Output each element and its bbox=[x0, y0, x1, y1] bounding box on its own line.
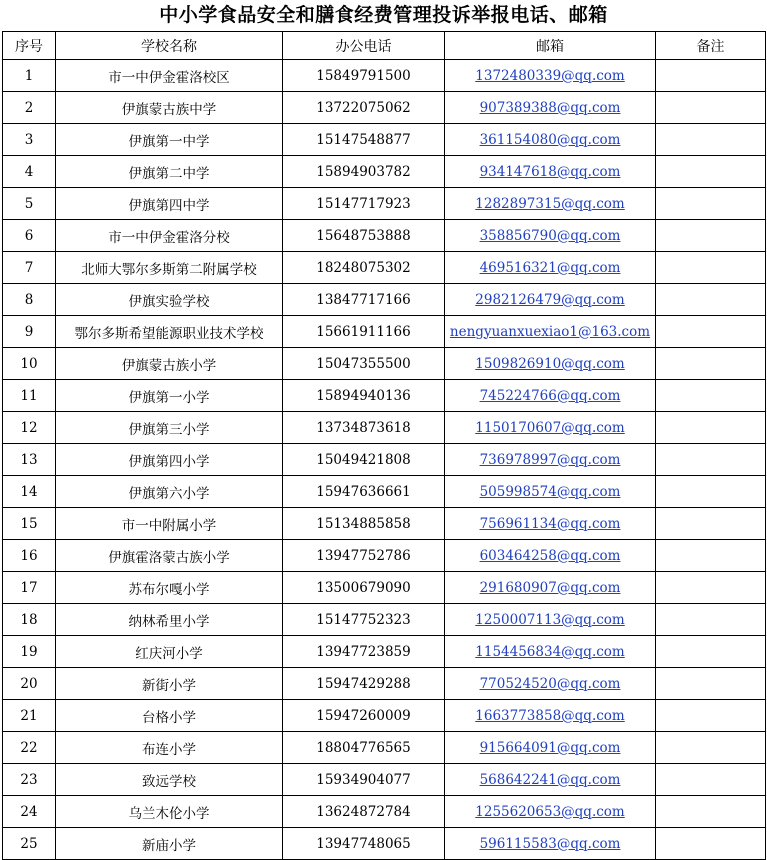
office-phone: 15661911166 bbox=[283, 316, 445, 348]
email-cell bbox=[445, 412, 656, 444]
note-cell bbox=[656, 444, 766, 476]
email-link[interactable]: 603464258@qq.com bbox=[479, 547, 621, 564]
email-link[interactable]: 1255620653@qq.com bbox=[475, 803, 625, 820]
office-phone: 15947429288 bbox=[283, 668, 445, 700]
header-no: 序号 bbox=[3, 32, 56, 60]
school-name: 苏布尔嘎小学 bbox=[56, 572, 283, 604]
page-title: 中小学食品安全和膳食经费管理投诉举报电话、邮箱 bbox=[159, 4, 608, 26]
email-link[interactable]: 915664091@qq.com bbox=[479, 739, 621, 756]
email-cell bbox=[445, 124, 656, 156]
row-number: 1 bbox=[3, 60, 56, 92]
table-row bbox=[3, 828, 766, 860]
table-body bbox=[3, 60, 766, 860]
school-name: 伊旗第六小学 bbox=[56, 476, 283, 508]
table-row bbox=[3, 796, 766, 828]
row-number: 15 bbox=[3, 508, 56, 540]
office-phone: 13624872784 bbox=[283, 796, 445, 828]
email-cell bbox=[445, 540, 656, 572]
table-row bbox=[3, 220, 766, 252]
row-number: 5 bbox=[3, 188, 56, 220]
email-cell bbox=[445, 156, 656, 188]
school-name: 纳林希里小学 bbox=[56, 604, 283, 636]
office-phone: 15947260009 bbox=[283, 700, 445, 732]
email-link[interactable]: 1250007113@qq.com bbox=[475, 611, 625, 628]
email-cell bbox=[445, 604, 656, 636]
table-row bbox=[3, 188, 766, 220]
email-link[interactable]: nengyuanxuexiao1@163.com bbox=[449, 323, 651, 340]
office-phone: 13734873618 bbox=[283, 412, 445, 444]
office-phone: 15849791500 bbox=[283, 60, 445, 92]
office-phone: 15147717923 bbox=[283, 188, 445, 220]
email-cell bbox=[445, 572, 656, 604]
row-number: 16 bbox=[3, 540, 56, 572]
email-cell bbox=[445, 764, 656, 796]
note-cell bbox=[656, 828, 766, 860]
school-name: 新街小学 bbox=[56, 668, 283, 700]
email-cell bbox=[445, 380, 656, 412]
school-name: 布连小学 bbox=[56, 732, 283, 764]
note-cell bbox=[656, 764, 766, 796]
header-note: 备注 bbox=[656, 32, 766, 60]
email-cell bbox=[445, 284, 656, 316]
row-number: 17 bbox=[3, 572, 56, 604]
note-cell bbox=[656, 60, 766, 92]
email-link[interactable]: 934147618@qq.com bbox=[479, 163, 621, 180]
row-number: 6 bbox=[3, 220, 56, 252]
office-phone: 15894940136 bbox=[283, 380, 445, 412]
email-link[interactable]: 505998574@qq.com bbox=[479, 483, 621, 500]
row-number: 14 bbox=[3, 476, 56, 508]
row-number: 24 bbox=[3, 796, 56, 828]
note-cell bbox=[656, 284, 766, 316]
school-name: 伊旗蒙古族中学 bbox=[56, 92, 283, 124]
school-name: 伊旗第一小学 bbox=[56, 380, 283, 412]
note-cell bbox=[656, 380, 766, 412]
table-row bbox=[3, 124, 766, 156]
note-cell bbox=[656, 668, 766, 700]
table-row bbox=[3, 668, 766, 700]
school-name: 红庆河小学 bbox=[56, 636, 283, 668]
school-name: 市一中附属小学 bbox=[56, 508, 283, 540]
email-link[interactable]: 1154456834@qq.com bbox=[475, 643, 625, 660]
email-link[interactable]: 291680907@qq.com bbox=[479, 579, 621, 596]
header-email: 邮箱 bbox=[445, 32, 656, 60]
office-phone: 15147752323 bbox=[283, 604, 445, 636]
school-name: 新庙小学 bbox=[56, 828, 283, 860]
school-name: 伊旗蒙古族小学 bbox=[56, 348, 283, 380]
email-cell bbox=[445, 92, 656, 124]
table-row bbox=[3, 572, 766, 604]
office-phone: 13947752786 bbox=[283, 540, 445, 572]
email-cell bbox=[445, 732, 656, 764]
office-phone: 15648753888 bbox=[283, 220, 445, 252]
table-row bbox=[3, 604, 766, 636]
note-cell bbox=[656, 572, 766, 604]
email-cell bbox=[445, 252, 656, 284]
table-row bbox=[3, 60, 766, 92]
office-phone: 13722075062 bbox=[283, 92, 445, 124]
row-number: 9 bbox=[3, 316, 56, 348]
school-name: 伊旗第二中学 bbox=[56, 156, 283, 188]
school-name: 伊旗霍洛蒙古族小学 bbox=[56, 540, 283, 572]
email-link[interactable]: 1150170607@qq.com bbox=[475, 419, 625, 436]
row-number: 18 bbox=[3, 604, 56, 636]
email-link[interactable]: 1509826910@qq.com bbox=[475, 355, 625, 372]
row-number: 22 bbox=[3, 732, 56, 764]
office-phone: 18804776565 bbox=[283, 732, 445, 764]
email-link[interactable]: 1372480339@qq.com bbox=[475, 67, 625, 84]
email-cell bbox=[445, 348, 656, 380]
email-link[interactable]: 770524520@qq.com bbox=[479, 675, 621, 692]
school-name: 台格小学 bbox=[56, 700, 283, 732]
school-name: 伊旗第四中学 bbox=[56, 188, 283, 220]
office-phone: 15894903782 bbox=[283, 156, 445, 188]
email-cell bbox=[445, 668, 656, 700]
row-number: 2 bbox=[3, 92, 56, 124]
school-name: 市一中伊金霍洛分校 bbox=[56, 220, 283, 252]
office-phone: 15947636661 bbox=[283, 476, 445, 508]
note-cell bbox=[656, 348, 766, 380]
table-row bbox=[3, 636, 766, 668]
school-name: 鄂尔多斯希望能源职业技术学校 bbox=[56, 316, 283, 348]
email-link[interactable]: 596115583@qq.com bbox=[479, 835, 621, 852]
table-row bbox=[3, 380, 766, 412]
row-number: 8 bbox=[3, 284, 56, 316]
office-phone: 13500679090 bbox=[283, 572, 445, 604]
row-number: 3 bbox=[3, 124, 56, 156]
school-name: 伊旗第四小学 bbox=[56, 444, 283, 476]
note-cell bbox=[656, 732, 766, 764]
note-cell bbox=[656, 604, 766, 636]
office-phone: 15134885858 bbox=[283, 508, 445, 540]
row-number: 23 bbox=[3, 764, 56, 796]
row-number: 21 bbox=[3, 700, 56, 732]
email-cell bbox=[445, 796, 656, 828]
note-cell bbox=[656, 188, 766, 220]
contact-table bbox=[2, 31, 766, 860]
email-cell bbox=[445, 444, 656, 476]
email-link[interactable]: 361154080@qq.com bbox=[479, 131, 621, 148]
row-number: 13 bbox=[3, 444, 56, 476]
table-row bbox=[3, 732, 766, 764]
note-cell bbox=[656, 124, 766, 156]
email-link[interactable]: 358856790@qq.com bbox=[479, 227, 621, 244]
school-name: 乌兰木伦小学 bbox=[56, 796, 283, 828]
email-cell bbox=[445, 700, 656, 732]
note-cell bbox=[656, 156, 766, 188]
note-cell bbox=[656, 796, 766, 828]
email-cell bbox=[445, 316, 656, 348]
note-cell bbox=[656, 92, 766, 124]
row-number: 19 bbox=[3, 636, 56, 668]
office-phone: 13947748065 bbox=[283, 828, 445, 860]
note-cell bbox=[656, 540, 766, 572]
office-phone: 15047355500 bbox=[283, 348, 445, 380]
email-cell bbox=[445, 828, 656, 860]
school-name: 伊旗第三小学 bbox=[56, 412, 283, 444]
table-row bbox=[3, 412, 766, 444]
email-link[interactable]: 568642241@qq.com bbox=[479, 771, 621, 788]
email-link[interactable]: 745224766@qq.com bbox=[479, 387, 621, 404]
school-name: 北师大鄂尔多斯第二附属学校 bbox=[56, 252, 283, 284]
note-cell bbox=[656, 700, 766, 732]
school-name: 伊旗第一中学 bbox=[56, 124, 283, 156]
email-link[interactable]: 1663773858@qq.com bbox=[475, 707, 625, 724]
header-phone: 办公电话 bbox=[283, 32, 445, 60]
email-cell bbox=[445, 60, 656, 92]
table-row bbox=[3, 540, 766, 572]
office-phone: 13947723859 bbox=[283, 636, 445, 668]
school-name: 伊旗实验学校 bbox=[56, 284, 283, 316]
table-row bbox=[3, 284, 766, 316]
table-row bbox=[3, 508, 766, 540]
email-link[interactable]: 2982126479@qq.com bbox=[475, 291, 625, 308]
office-phone: 15049421808 bbox=[283, 444, 445, 476]
email-link[interactable]: 1282897315@qq.com bbox=[475, 195, 625, 212]
table-row bbox=[3, 156, 766, 188]
row-number: 4 bbox=[3, 156, 56, 188]
row-number: 25 bbox=[3, 828, 56, 860]
school-name: 致远学校 bbox=[56, 764, 283, 796]
header-school: 学校名称 bbox=[56, 32, 283, 60]
office-phone: 13847717166 bbox=[283, 284, 445, 316]
note-cell bbox=[656, 316, 766, 348]
note-cell bbox=[656, 508, 766, 540]
office-phone: 15934904077 bbox=[283, 764, 445, 796]
note-cell bbox=[656, 636, 766, 668]
note-cell bbox=[656, 220, 766, 252]
email-link[interactable]: 756961134@qq.com bbox=[479, 515, 621, 532]
school-name: 市一中伊金霍洛校区 bbox=[56, 60, 283, 92]
email-link[interactable]: 469516321@qq.com bbox=[479, 259, 621, 276]
table-row bbox=[3, 92, 766, 124]
note-cell bbox=[656, 476, 766, 508]
note-cell bbox=[656, 412, 766, 444]
row-number: 10 bbox=[3, 348, 56, 380]
row-number: 20 bbox=[3, 668, 56, 700]
email-link[interactable]: 736978997@qq.com bbox=[479, 451, 621, 468]
row-number: 11 bbox=[3, 380, 56, 412]
table-row bbox=[3, 252, 766, 284]
email-cell bbox=[445, 508, 656, 540]
header-row bbox=[3, 32, 766, 60]
row-number: 7 bbox=[3, 252, 56, 284]
row-number: 12 bbox=[3, 412, 56, 444]
table-row bbox=[3, 700, 766, 732]
email-cell bbox=[445, 220, 656, 252]
email-cell bbox=[445, 188, 656, 220]
office-phone: 15147548877 bbox=[283, 124, 445, 156]
email-cell bbox=[445, 476, 656, 508]
table-row bbox=[3, 444, 766, 476]
email-cell bbox=[445, 636, 656, 668]
office-phone: 18248075302 bbox=[283, 252, 445, 284]
note-cell bbox=[656, 252, 766, 284]
table-row bbox=[3, 764, 766, 796]
email-link[interactable]: 907389388@qq.com bbox=[479, 99, 621, 116]
table-row bbox=[3, 348, 766, 380]
table-row bbox=[3, 476, 766, 508]
table-row bbox=[3, 316, 766, 348]
